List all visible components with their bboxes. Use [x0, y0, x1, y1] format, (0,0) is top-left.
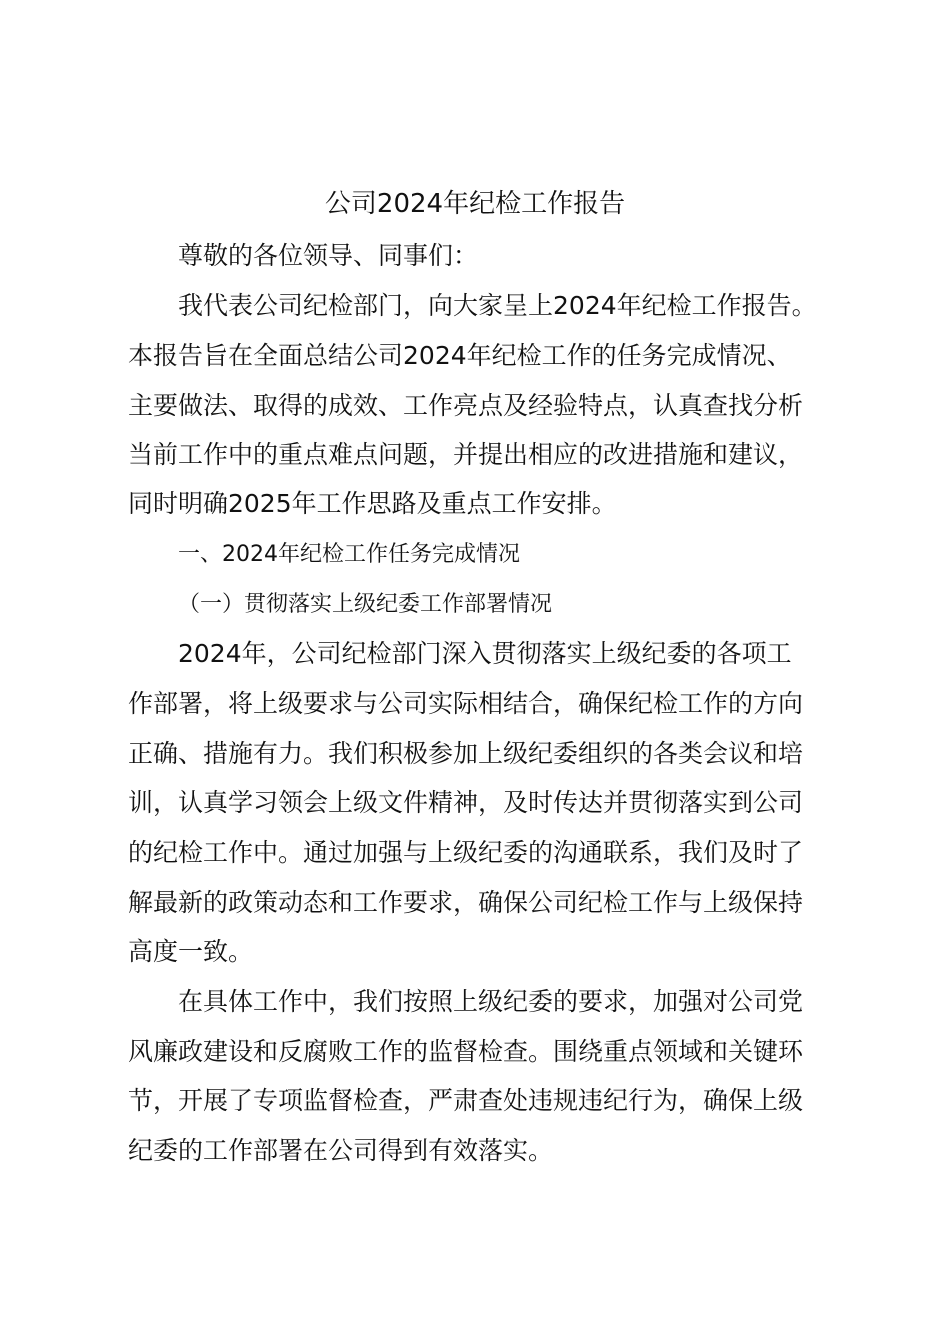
subsection-heading: （一）贯彻落实上级纪委工作部署情况: [178, 592, 553, 617]
para1-line-2: 作部署，将上级要求与公司实际相结合，确保纪检工作的方向: [128, 689, 804, 718]
section-heading: 一、2024年纪检工作任务完成情况: [178, 542, 520, 567]
intro-line-3: 主要做法、取得的成效、工作亮点及经验特点，认真查找分析: [128, 391, 804, 420]
intro-line-2: 本报告旨在全面总结公司2024年纪检工作的任务完成情况、: [128, 341, 792, 370]
document-title: 公司2024年纪检工作报告: [324, 189, 626, 219]
para2-line-4: 纪委的工作部署在公司得到有效落实。: [128, 1136, 554, 1165]
para2-line-2: 风廉政建设和反腐败工作的监督检查。围绕重点领域和关键环: [128, 1037, 804, 1066]
para1-line-3: 正确、措施有力。我们积极参加上级纪委组织的各类会议和培: [128, 739, 804, 768]
intro-line-4: 当前工作中的重点难点问题，并提出相应的改进措施和建议，: [128, 440, 804, 469]
intro-line-5: 同时明确2025年工作思路及重点工作安排。: [128, 489, 617, 518]
greeting: 尊敬的各位领导、同事们：: [178, 241, 479, 270]
para1-line-7: 高度一致。: [128, 937, 254, 966]
para2-line-1: 在具体工作中，我们按照上级纪委的要求，加强对公司党: [178, 987, 804, 1016]
para2-line-3: 节，开展了专项监督检查，严肃查处违规违纪行为，确保上级: [128, 1086, 804, 1115]
para1-line-4: 训，认真学习领会上级文件精神，及时传达并贯彻落实到公司: [128, 788, 804, 817]
para1-line-6: 解最新的政策动态和工作要求，确保公司纪检工作与上级保持: [128, 888, 804, 917]
para1-line-1: 2024年，公司纪检部门深入贯彻落实上级纪委的各项工: [178, 639, 792, 668]
para1-line-5: 的纪检工作中。通过加强与上级纪委的沟通联系，我们及时了: [128, 838, 804, 867]
intro-line-1: 我代表公司纪检部门，向大家呈上2024年纪检工作报告。: [178, 291, 817, 320]
